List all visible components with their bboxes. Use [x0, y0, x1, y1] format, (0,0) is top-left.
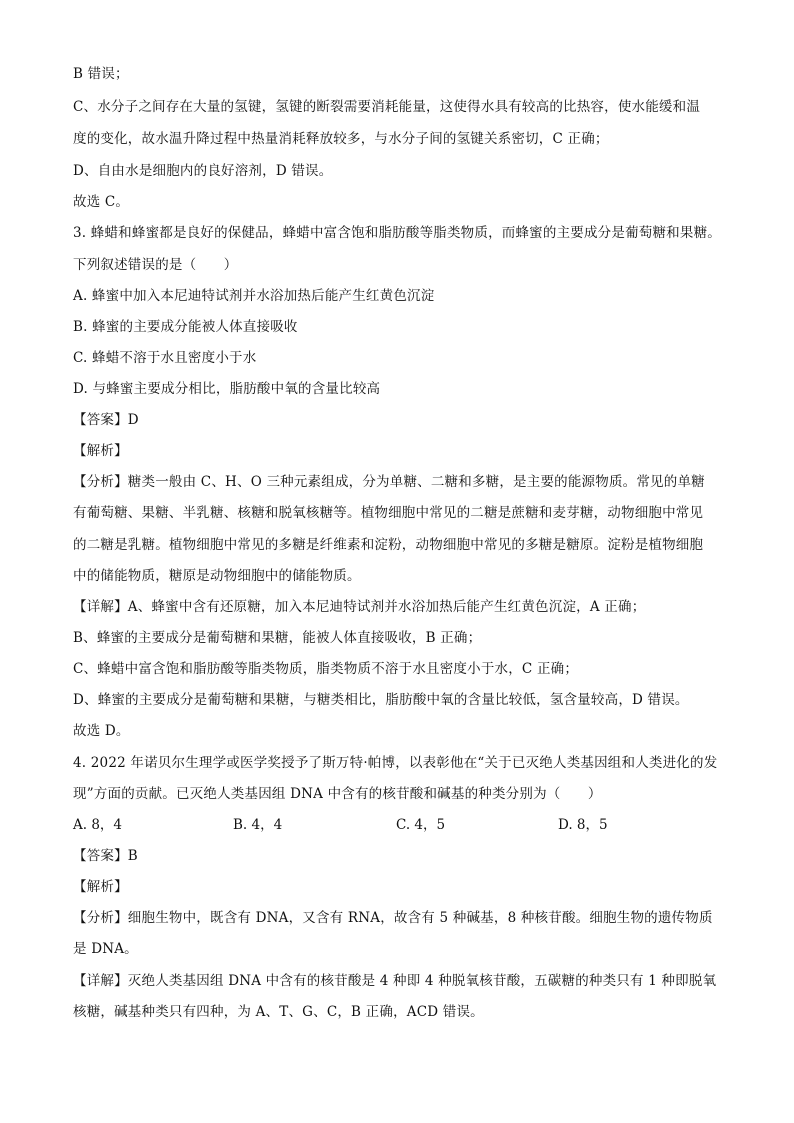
- text-line: B 错误；: [73, 66, 129, 82]
- detail-text: 【详解】灭绝人类基因组 DNA 中含有的核苷酸是 4 种即 4 种脱氧核苷酸，五碳糖的种类只有 1 种即脱氧: [73, 973, 717, 989]
- option-b: B. 蜂蜜的主要成分能被人体直接吸收: [73, 319, 298, 335]
- text-line: 度的变化，故水温升降过程中热量消耗释放较多，与水分子间的氢键关系密切，C 正确；: [73, 131, 609, 147]
- question-4-stem: 4. 2022 年诺贝尔生理学或医学奖授予了斯万特·帕博，以表彰他在“关于已灭绝人类基因组和人类进化的发: [73, 755, 718, 771]
- option-a: A. 蜂蜜中加入本尼迪特试剂并水浴加热后能产生红黄色沉淀: [73, 288, 435, 304]
- answer-label: 【答案】D: [73, 412, 139, 428]
- analysis-label: 【解析】: [73, 443, 128, 459]
- analysis-text: 【分析】细胞生物中，既含有 DNA，又含有 RNA，故含有 5 种碱基，8 种核苷酸。细胞生物的遗传物质: [73, 910, 713, 926]
- analysis-label: 【解析】: [73, 879, 128, 895]
- q4-option-a: A. 8，4: [73, 817, 123, 833]
- detail-text: C、蜂蜡中富含饱和脂肪酸等脂类物质，脂类物质不溶于水且密度小于水，C 正确；: [73, 661, 579, 677]
- analysis-text: 中的储能物质，糖原是动物细胞中的储能物质。: [73, 568, 361, 584]
- q4-option-b: B. 4，4: [233, 817, 283, 833]
- detail-text: 【详解】A、蜂蜜中含有还原糖，加入本尼迪特试剂并水浴加热后能产生红黄色沉淀，A 正确；: [73, 599, 646, 615]
- analysis-text: 有葡萄糖、果糖、半乳糖、核糖和脱氧核糖等。植物细胞中常见的二糖是蔗糖和麦芽糖，动物细胞中常见: [73, 505, 704, 521]
- detail-text: B、蜂蜜的主要成分是葡萄糖和果糖，能被人体直接吸收，B 正确；: [73, 630, 482, 646]
- conclusion-text: 故选 D。: [73, 723, 130, 739]
- text-line: D、自由水是细胞内的良好溶剂，D 错误。: [73, 163, 333, 179]
- analysis-text: 【分析】糖类一般由 C、H、O 三种元素组成，分为单糖、二糖和多糖，是主要的能源物质。常见的单糖: [73, 474, 705, 490]
- detail-text: D、蜂蜜的主要成分是葡萄糖和果糖，与糖类相比，脂肪酸中氧的含量比较低，氢含量较高，D 错误。: [73, 692, 689, 708]
- q4-option-c: C. 4，5: [396, 817, 446, 833]
- detail-text: 核糖，碱基种类只有四种，为 A、T、G、C，B 正确，ACD 错误。: [73, 1004, 484, 1020]
- text-line: 故选 C。: [73, 194, 130, 210]
- analysis-text: 是 DNA。: [73, 941, 138, 957]
- question-3-stem: 下列叙述错误的是（ ）: [73, 257, 238, 273]
- option-c: C. 蜂蜡不溶于水且密度小于水: [73, 350, 257, 366]
- option-d: D. 与蜂蜜主要成分相比，脂肪酸中氧的含量比较高: [73, 381, 381, 397]
- answer-label: 【答案】B: [73, 848, 138, 864]
- question-4-stem: 现”方面的贡献。已灭绝人类基因组 DNA 中含有的核苷酸和碱基的种类分别为（ ）: [73, 786, 602, 802]
- question-3-stem: 3. 蜂蜡和蜂蜜都是良好的保健品，蜂蜡中富含饱和脂肪酸等脂类物质，而蜂蜜的主要成分是葡萄糖和果糖。: [73, 225, 721, 241]
- q4-option-d: D. 8，5: [558, 817, 608, 833]
- analysis-text: 的二糖是乳糖。植物细胞中常见的多糖是纤维素和淀粉，动物细胞中常见的多糖是糖原。淀粉是植物细胞: [73, 537, 704, 553]
- text-line: C、水分子之间存在大量的氢键，氢键的断裂需要消耗能量，这使得水具有较高的比热容，使水能缓和温: [73, 99, 701, 115]
